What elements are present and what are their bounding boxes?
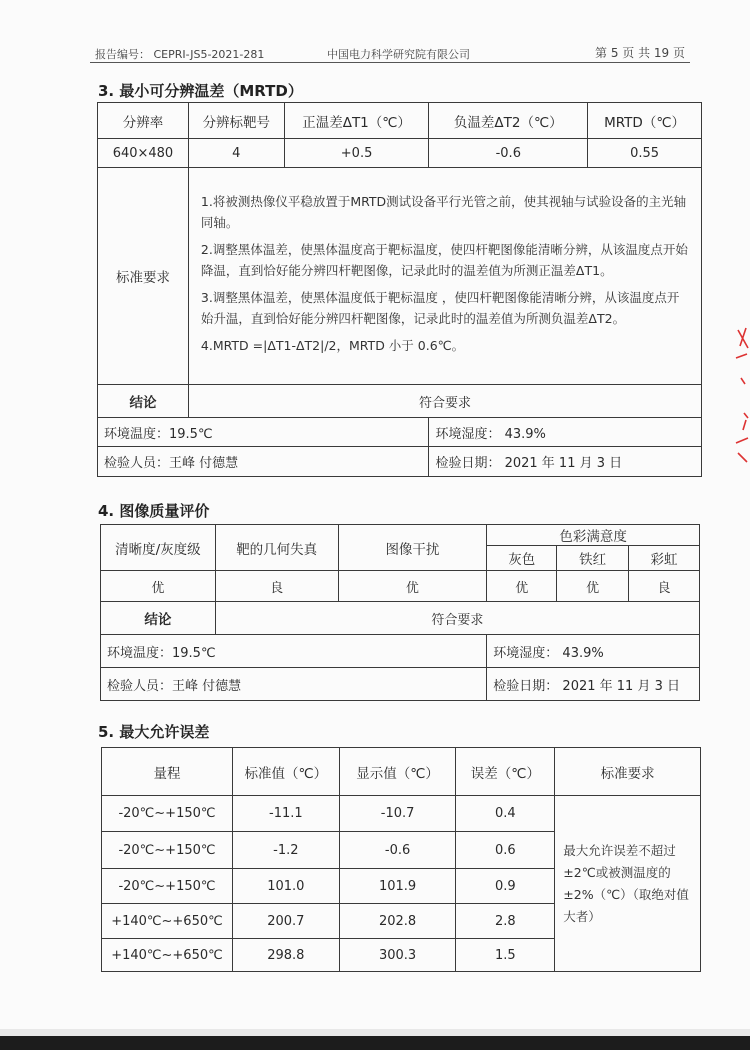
quality-environment-row [101, 635, 700, 668]
val-gray: 优 [487, 571, 557, 602]
standard-value: 101.0 [232, 869, 339, 904]
val-mrtd: 0.55 [588, 139, 702, 168]
range: -20℃~+150℃ [102, 796, 233, 832]
val-target-no: 4 [188, 139, 284, 168]
col-iron-red: 铁红 [557, 546, 629, 571]
requirement-step-2: 2.调整黑体温差，使黑体温度高于靶标温度，使四杆靶图像能清晰分辨，从该温度点开始降温，直到恰好能分辨四杆靶图像，记录此时的温差值为所测正温差ΔT1。 [200, 241, 688, 278]
mrtd-conclusion-row [98, 385, 702, 418]
col-mrtd: MRTD（℃） [588, 103, 702, 139]
error-value: 0.4 [456, 796, 555, 832]
mrtd-header-row [98, 103, 702, 139]
inspection-date: 检验日期： 2021 年 11 月 3 日 [487, 668, 700, 701]
val-clarity: 优 [101, 571, 216, 602]
quality-conclusion-row [101, 602, 700, 635]
val-resolution: 640×480 [98, 139, 189, 168]
col-image-interference: 图像干扰 [338, 525, 487, 571]
organization-name: 中国电力科学研究院有限公司 [327, 48, 470, 61]
col-geometric-distortion: 靶的几何失真 [215, 525, 338, 571]
quality-inspection-row [101, 668, 700, 701]
col-positive-delta: 正温差ΔT1（℃） [284, 103, 429, 139]
conclusion-value: 符合要求 [215, 602, 699, 635]
env-humidity: 环境湿度： 43.9% [487, 635, 700, 668]
col-error: 误差（℃） [456, 748, 555, 796]
mrtd-requirement-row [98, 168, 702, 385]
display-value: 101.9 [339, 869, 456, 904]
requirement-label: 标准要求 [98, 168, 189, 385]
red-stamp-fragment [732, 318, 750, 468]
error-header-row [102, 748, 701, 796]
section-4-title: 4. 图像质量评价 [98, 502, 210, 520]
range: -20℃~+150℃ [102, 869, 233, 904]
col-range: 量程 [102, 748, 233, 796]
page-number: 第 5 页 共 19 页 [595, 46, 685, 60]
section-5-title: 5. 最大允许误差 [98, 723, 210, 741]
col-rainbow: 彩虹 [629, 546, 700, 571]
display-value: -0.6 [339, 832, 456, 869]
col-standard-value: 标准值（℃） [232, 748, 339, 796]
env-temperature: 环境温度：19.5℃ [98, 418, 429, 447]
standard-value: 200.7 [232, 904, 339, 939]
val-iron-red: 优 [557, 571, 629, 602]
requirement-text [188, 168, 701, 385]
range: +140℃~+650℃ [102, 904, 233, 939]
inspector: 检验人员：王峰 付德慧 [101, 668, 487, 701]
col-clarity: 清晰度/灰度级 [101, 525, 216, 571]
report-number: 报告编号： CEPRI-JS5-2021-281 [95, 48, 265, 61]
col-requirement: 标准要求 [555, 748, 701, 796]
conclusion-label: 结论 [101, 602, 216, 635]
display-value: 202.8 [339, 904, 456, 939]
header-rule [90, 62, 690, 63]
error-value: 0.6 [456, 832, 555, 869]
conclusion-value: 符合要求 [188, 385, 701, 418]
col-negative-delta: 负温差ΔT2（℃） [429, 103, 588, 139]
range: -20℃~+150℃ [102, 832, 233, 869]
inspector: 检验人员：王峰 付德慧 [98, 447, 429, 477]
range: +140℃~+650℃ [102, 939, 233, 972]
col-display-value: 显示值（℃） [339, 748, 456, 796]
page-header [95, 44, 685, 62]
requirement-step-3: 3.调整黑体温差，使黑体温度低于靶标温度 ，使四杆靶图像能清晰分辨，从该温度点开始升温，直到恰好能分辨四杆靶图像，记录此时的温差值为所测负温差ΔT2。 [200, 289, 680, 326]
scan-dark-border [0, 1036, 750, 1050]
error-value: 2.8 [456, 904, 555, 939]
val-rainbow: 良 [629, 571, 700, 602]
col-gray: 灰色 [487, 546, 557, 571]
col-color-satisfaction: 色彩满意度 [487, 525, 700, 546]
requirement-step-4: 4.MRTD =|ΔT1-ΔT2|/2，MRTD 小于 0.6℃。 [200, 337, 465, 353]
display-value: 300.3 [339, 939, 456, 972]
error-value: 1.5 [456, 939, 555, 972]
error-row [102, 796, 701, 832]
mrtd-table [97, 102, 702, 477]
inspection-date: 检验日期： 2021 年 11 月 3 日 [429, 447, 702, 477]
env-temperature: 环境温度：19.5℃ [101, 635, 487, 668]
requirement-step-1: 1.将被测热像仪平稳放置于MRTD测试设备平行光管之前，使其视轴与试验设备的主光轴同轴。 [200, 193, 687, 230]
page-bottom-edge [0, 1029, 750, 1036]
error-value: 0.9 [456, 869, 555, 904]
mrtd-environment-row [98, 418, 702, 447]
val-geometric-distortion: 良 [215, 571, 338, 602]
standard-value: -1.2 [232, 832, 339, 869]
mrtd-inspection-row [98, 447, 702, 477]
image-quality-table [100, 524, 700, 701]
col-target-no: 分辨标靶号 [188, 103, 284, 139]
error-requirement: 最大允许误差不超过±2℃或被测温度的±2%（℃）（取绝对值大者） [555, 796, 701, 972]
conclusion-label: 结论 [98, 385, 189, 418]
max-error-table [101, 747, 701, 972]
val-negative-delta: -0.6 [429, 139, 588, 168]
col-resolution: 分辨率 [98, 103, 189, 139]
section-3-title: 3. 最小可分辨温差（MRTD） [98, 82, 303, 100]
standard-value: 298.8 [232, 939, 339, 972]
val-image-interference: 优 [338, 571, 487, 602]
standard-value: -11.1 [232, 796, 339, 832]
val-positive-delta: +0.5 [284, 139, 429, 168]
env-humidity: 环境湿度： 43.9% [429, 418, 702, 447]
quality-value-row [101, 571, 700, 602]
mrtd-value-row [98, 139, 702, 168]
display-value: -10.7 [339, 796, 456, 832]
quality-header-row-1 [101, 525, 700, 546]
